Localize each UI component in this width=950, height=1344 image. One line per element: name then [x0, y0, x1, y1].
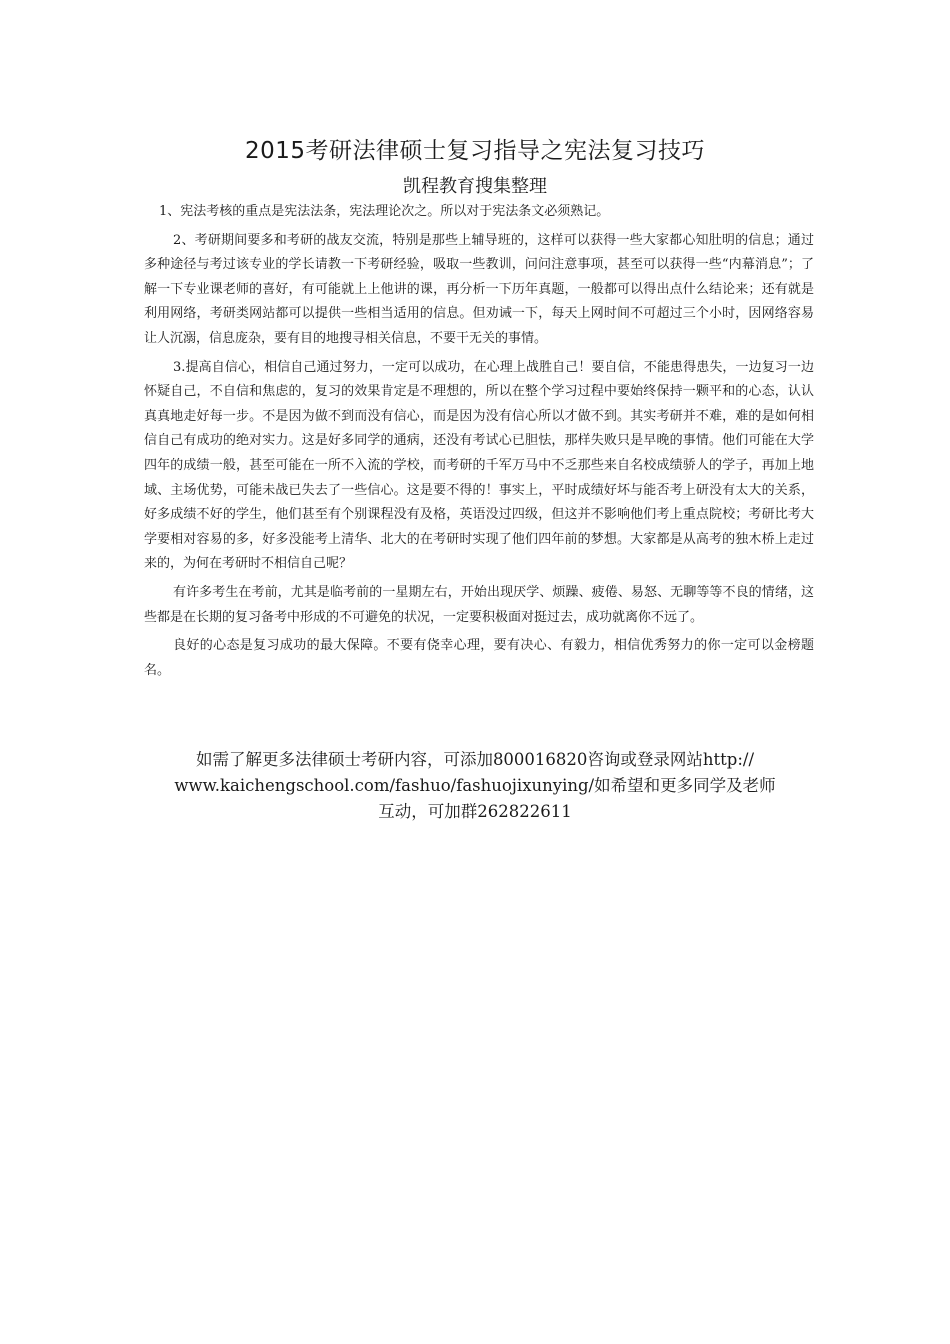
contact-footer [140, 747, 810, 825]
paragraph-4: 有许多考生在考前，尤其是临考前的一星期左右，开始出现厌学、烦躁、疲倦、易怒、无聊等等不良的情绪，这些都是在长期的复习备考中形成的不可避免的状况，一定要积极面对挺过去，成功就离你不远了。 [144, 584, 814, 625]
footer-line-1: 如需了解更多法律硕士考研内容，可添加800016820咨询或登录网站http:// [195, 750, 755, 769]
footer-line-3: 互动，可加群262822611 [378, 802, 572, 821]
paragraph-5: 良好的心态是复习成功的最大保障。不要有侥幸心理，要有决心、有毅力，相信优秀努力的你一定可以金榜题名。 [144, 638, 814, 678]
footer-line-2: www.kaichengschool.com/fashuo/fashuojixunying/如希望和更多同学及老师 [174, 776, 776, 795]
document-title: 2015考研法律硕士复习指导之宪法复习技巧 [244, 138, 706, 164]
paragraph-2: 2、考研期间要多和考研的战友交流，特别是那些上辅导班的，这样可以获得一些大家都心知肚明的信息；通过多种途径与考过该专业的学长请教一下考研经验，吸取一些教训，问问注意事项，甚至可以获得一些“内幕消息”；了解一下专业课老师的喜好，有可能就上上他讲的课，再分析一下历年真题，一般都可以得出点什么结论来；还有就是利用网络，考研类网站都可以提供一些相当适用的信息。但劝诫一下，每天上网时间不可超过三个小时，因网络容易让人沉溺，信息庞杂，要有目的地搜寻相关信息，不要干无关的事情。 [144, 232, 814, 346]
document-subtitle: 凯程教育搜集整理 [403, 176, 547, 197]
paragraph-3: 3.提高自信心，相信自己通过努力，一定可以成功，在心理上战胜自己！要自信，不能患得患失，一边复习一边怀疑自己，不自信和焦虑的，复习的效果肯定是不理想的，所以在整个学习过程中要始终保持一颗平和的心态，认认真真地走好每一步。不是因为做不到而没有信心，而是因为没有信心所以才做不到。其实考研并不难，难的是如何相信自己有成功的绝对实力。这是好多同学的通病，还没有考试心已胆怯，那样失败只是早晚的事情。他们可能在大学四年的成绩一般，甚至可能在一所不入流的学校，而考研的千军万马中不乏那些来自名校成绩骄人的学子，再加上地域、主场优势，可能未战已失去了一些信心。这是要不得的！事实上，平时成绩好坏与能否考上研没有太大的关系，好多成绩不好的学生，他们甚至有个别课程没有及格，英语没过四级，但这并不影响他们考上重点院校；考研比考大学要相对容易的多，好多没能考上清华、北大的在考研时实现了他们四年前的梦想。大家都是从高考的独木桥上走过来的，为何在考研时不相信自己呢？ [144, 359, 814, 572]
document-body [144, 200, 814, 683]
paragraph-1: 1、宪法考核的重点是宪法法条，宪法理论次之。所以对于宪法条文必须熟记。 [159, 204, 610, 219]
